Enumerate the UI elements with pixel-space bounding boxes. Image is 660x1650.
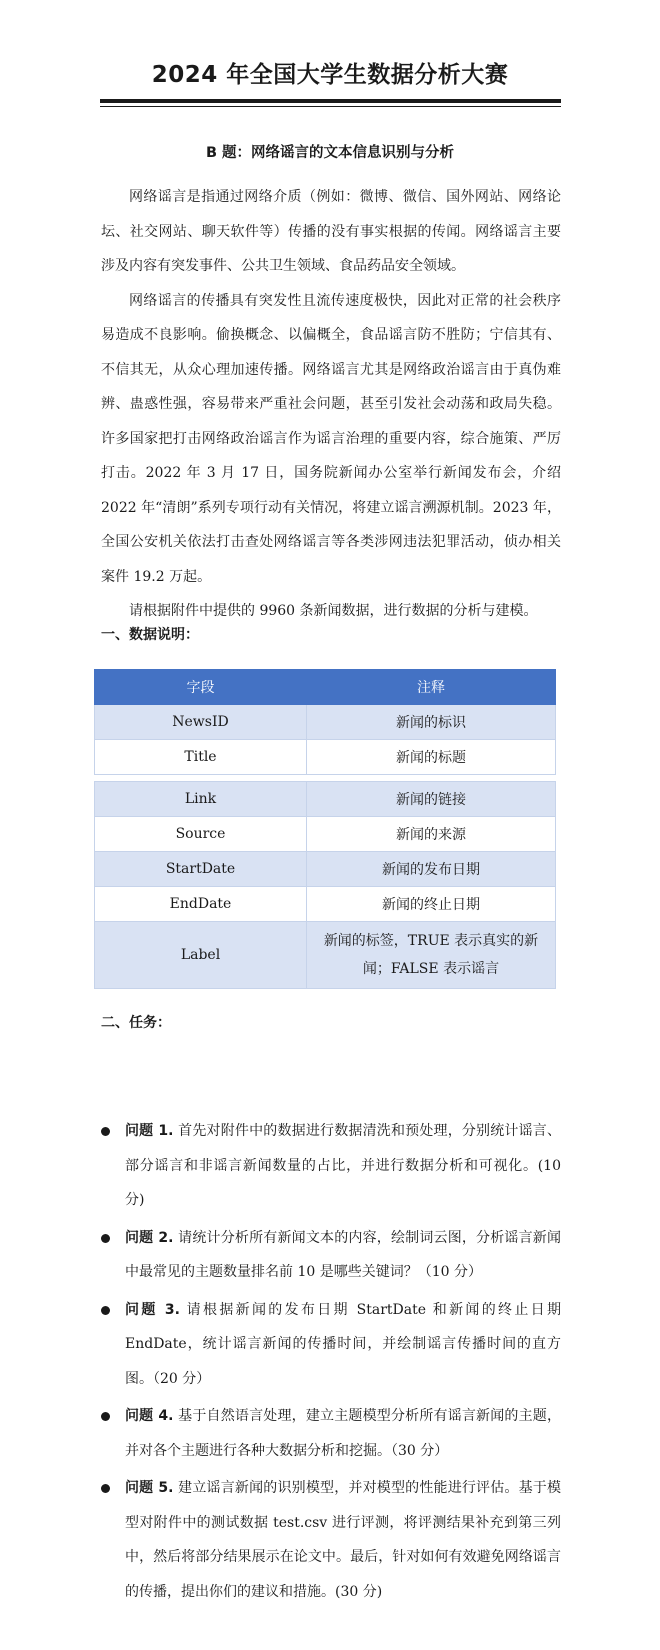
table-row xyxy=(95,817,556,852)
table-cell-note: 新闻的链接 xyxy=(307,782,556,817)
bullet-icon xyxy=(101,1412,110,1421)
task-label: 问题 5. xyxy=(125,1480,174,1496)
task-label: 问题 4. xyxy=(125,1408,174,1424)
intro-paragraph-3: 请根据附件中提供的 9960 条新闻数据，进行数据的分析与建模。 xyxy=(129,603,538,619)
bullet-icon xyxy=(101,1484,110,1493)
table-cell-note: 新闻的发布日期 xyxy=(307,852,556,887)
task-text: 基于自然语言处理，建立主题模型分析所有谣言新闻的主题，并对各个主题进行各种大数据分析和挖掘。（30 分） xyxy=(125,1408,561,1459)
table-cell-field: EndDate xyxy=(95,887,307,922)
task-text: 请根据新闻的发布日期 StartDate 和新闻的终止日期 EndDate，统计谣言新闻的传播时间，并绘制谣言传播时间的直方图。（20 分） xyxy=(125,1301,562,1387)
task-text: 建立谣言新闻的识别模型，并对模型的性能进行评估。基于模型对附件中的测试数据 test.csv 进行评测，将评测结果补充到第三列中，然后将部分结果展示在论文中。最后，针对如何有效避免网络谣言的传播，提出你们的建议和措施。(30 分) xyxy=(125,1480,561,1600)
title-rule-thin xyxy=(100,106,561,107)
table-cell-field: NewsID xyxy=(95,705,307,740)
task-label: 问题 1. xyxy=(125,1123,174,1139)
section-tasks: 二、任务： xyxy=(101,1015,171,1031)
table-row xyxy=(95,887,556,922)
bullet-icon xyxy=(101,1127,110,1136)
task-label: 问题 3. xyxy=(125,1301,180,1318)
table-cell-note: 新闻的终止日期 xyxy=(307,887,556,922)
task-list xyxy=(101,1114,561,1609)
table-cell-note: 新闻的来源 xyxy=(307,817,556,852)
table-row xyxy=(95,922,556,989)
intro-paragraph-1: 网络谣言是指通过网络介质（例如：微博、微信、国外网站、网络论坛、社交网站、聊天软件等）传播的没有事实根据的传闻。网络谣言主要涉及内容有突发事件、公共卫生领域、食品药品安全领域。 xyxy=(101,189,561,274)
task-item-2 xyxy=(101,1221,561,1290)
intro-section xyxy=(101,180,561,629)
table-row xyxy=(95,705,556,740)
task-item-4 xyxy=(101,1399,561,1468)
task-text: 请统计分析所有新闻文本的内容，绘制词云图，分析谣言新闻中最常见的主题数量排名前 10 是哪些关键词？（10 分） xyxy=(125,1229,561,1280)
title-rule-thick xyxy=(100,99,561,103)
bullet-icon xyxy=(101,1306,110,1315)
problem-subtitle: B 题：网络谣言的文本信息识别与分析 xyxy=(205,145,455,161)
task-text: 首先对附件中的数据进行数据清洗和预处理，分别统计谣言、部分谣言和非谣言新闻数量的占比，并进行数据分析和可视化。(10 分) xyxy=(125,1123,561,1208)
task-item-5 xyxy=(101,1471,561,1609)
table-cell-field: Title xyxy=(95,740,307,775)
table-row xyxy=(95,852,556,887)
table-header-field: 字段 xyxy=(95,670,307,705)
section-data-description: 一、数据说明： xyxy=(101,627,199,643)
table-cell-field: Source xyxy=(95,817,307,852)
document-title: 2024 年全国大学生数据分析大赛 xyxy=(151,62,509,88)
table-row xyxy=(95,740,556,775)
bullet-icon xyxy=(101,1234,110,1243)
table-cell-note: 新闻的标识 xyxy=(307,705,556,740)
table-cell-note: 新闻的标题 xyxy=(307,740,556,775)
table-row xyxy=(95,782,556,817)
data-table-top xyxy=(94,669,556,775)
table-cell-field: StartDate xyxy=(95,852,307,887)
table-cell-note: 新闻的标签，TRUE 表示真实的新闻；FALSE 表示谣言 xyxy=(307,922,556,989)
data-table-bottom xyxy=(94,781,556,989)
intro-paragraph-2: 网络谣言的传播具有突发性且流传速度极快，因此对正常的社会秩序易造成不良影响。偷换概念、以偏概全，食品谣言防不胜防；宁信其有、不信其无，从众心理加速传播。网络谣言尤其是网络政治谣言由于真伪难辨、蛊惑性强，容易带来严重社会问题，甚至引发社会动荡和政局失稳。许多国家把打击网络政治谣言作为谣言治理的重要内容，综合施策、严厉打击。2022 年 3 月 17 日，国务院新闻办公室举行新闻发布会，介绍 2022 年“清朗”系列专项行动有关情况，将建立谣言溯源机制。2023 年，全国公安机关依法打击查处网络谣言等各类涉网违法犯罪活动，侦办相关案件 19.2 万起。 xyxy=(101,292,561,585)
task-item-3 xyxy=(101,1293,561,1397)
table-cell-field: Label xyxy=(95,922,307,989)
task-label: 问题 2. xyxy=(125,1229,174,1246)
table-header-note: 注释 xyxy=(307,670,556,705)
table-cell-field: Link xyxy=(95,782,307,817)
task-item-1 xyxy=(101,1114,561,1218)
